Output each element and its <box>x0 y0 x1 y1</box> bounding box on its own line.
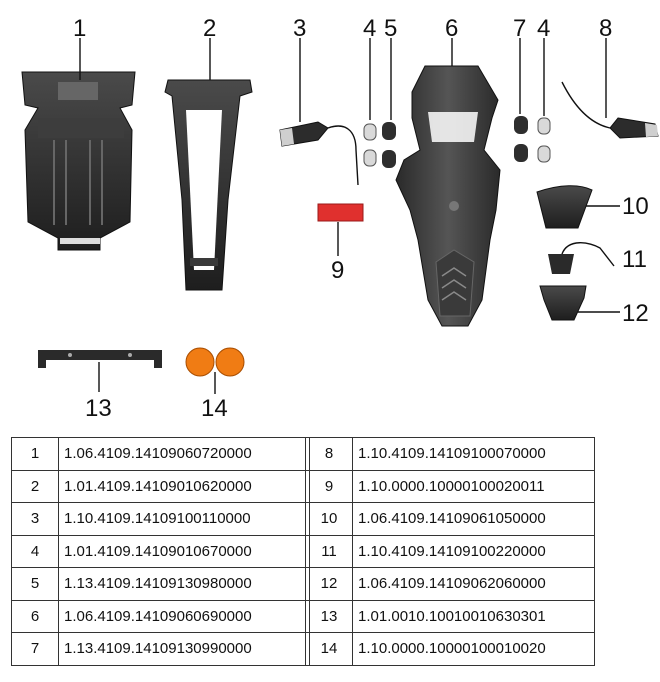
table-row <box>306 438 595 471</box>
callout-2: 2 <box>203 15 217 42</box>
callout-4-right: 4 <box>537 15 551 42</box>
callout-13: 13 <box>85 395 112 422</box>
part-number: 8 <box>306 438 353 471</box>
part-number: 6 <box>12 600 59 633</box>
part-1-inner-mudguard <box>22 72 135 250</box>
part-number: 1 <box>12 438 59 471</box>
part-12-plate-bracket <box>540 286 586 320</box>
callout-14: 14 <box>201 395 228 422</box>
table-row <box>306 600 595 633</box>
part-4-grommets-left <box>364 124 376 166</box>
part-number: 4 <box>12 535 59 568</box>
part-number: 13 <box>306 600 353 633</box>
part-code: 1.06.4109.14109060690000 <box>59 600 310 633</box>
part-number: 5 <box>12 568 59 601</box>
part-3-left-turn-signal <box>280 122 358 185</box>
part-9-red-reflector <box>318 204 363 221</box>
part-code: 1.06.4109.14109062060000 <box>353 568 595 601</box>
part-number: 7 <box>12 633 59 666</box>
part-13-plate-hanger <box>38 350 162 368</box>
part-6-rear-fender <box>396 66 500 326</box>
table-row <box>306 568 595 601</box>
callout-10: 10 <box>622 193 649 220</box>
callout-4-left: 4 <box>363 15 377 42</box>
part-code: 1.01.0010.10010010630301 <box>353 600 595 633</box>
part-2-mounting-bracket <box>165 80 252 290</box>
part-code: 1.06.4109.14109061050000 <box>353 503 595 536</box>
part-number: 3 <box>12 503 59 536</box>
table-row <box>12 535 310 568</box>
part-number: 12 <box>306 568 353 601</box>
parts-table-left <box>11 437 310 666</box>
parts-table-right <box>305 437 595 666</box>
part-number: 14 <box>306 633 353 666</box>
callout-5: 5 <box>384 15 398 42</box>
part-4-grommets-right <box>538 118 550 162</box>
part-code: 1.10.0000.10000100010020 <box>353 633 595 666</box>
part-number: 11 <box>306 535 353 568</box>
table-row <box>306 535 595 568</box>
table-row <box>12 438 310 471</box>
callout-11: 11 <box>622 246 647 273</box>
part-code: 1.13.4109.14109130980000 <box>59 568 310 601</box>
part-code: 1.10.4109.14109100110000 <box>59 503 310 536</box>
part-code: 1.10.4109.14109100070000 <box>353 438 595 471</box>
table-row <box>12 568 310 601</box>
part-14-amber-reflectors <box>186 348 244 376</box>
part-11-license-plate-light <box>548 243 614 274</box>
callout-7: 7 <box>513 15 527 42</box>
table-row <box>12 503 310 536</box>
callout-12: 12 <box>622 300 649 327</box>
part-code: 1.06.4109.14109060720000 <box>59 438 310 471</box>
table-row <box>12 633 310 666</box>
part-10-cover <box>537 186 592 228</box>
part-code: 1.13.4109.14109130990000 <box>59 633 310 666</box>
part-number: 10 <box>306 503 353 536</box>
part-code: 1.10.4109.14109100220000 <box>353 535 595 568</box>
part-code: 1.10.0000.10000100020011 <box>353 470 595 503</box>
part-number: 2 <box>12 470 59 503</box>
callout-9: 9 <box>331 257 345 284</box>
table-row <box>306 470 595 503</box>
callout-3: 3 <box>293 15 307 42</box>
table-row <box>306 633 595 666</box>
table-row <box>12 470 310 503</box>
table-row <box>306 503 595 536</box>
callout-1: 1 <box>73 15 87 42</box>
part-8-right-turn-signal <box>562 82 658 138</box>
part-code: 1.01.4109.14109010620000 <box>59 470 310 503</box>
part-7-rubber-bushings <box>514 116 528 162</box>
callout-8: 8 <box>599 15 613 42</box>
part-code: 1.01.4109.14109010670000 <box>59 535 310 568</box>
part-number: 9 <box>306 470 353 503</box>
table-row <box>12 600 310 633</box>
callout-6: 6 <box>445 15 459 42</box>
part-5-rubber-bushings <box>382 122 396 168</box>
